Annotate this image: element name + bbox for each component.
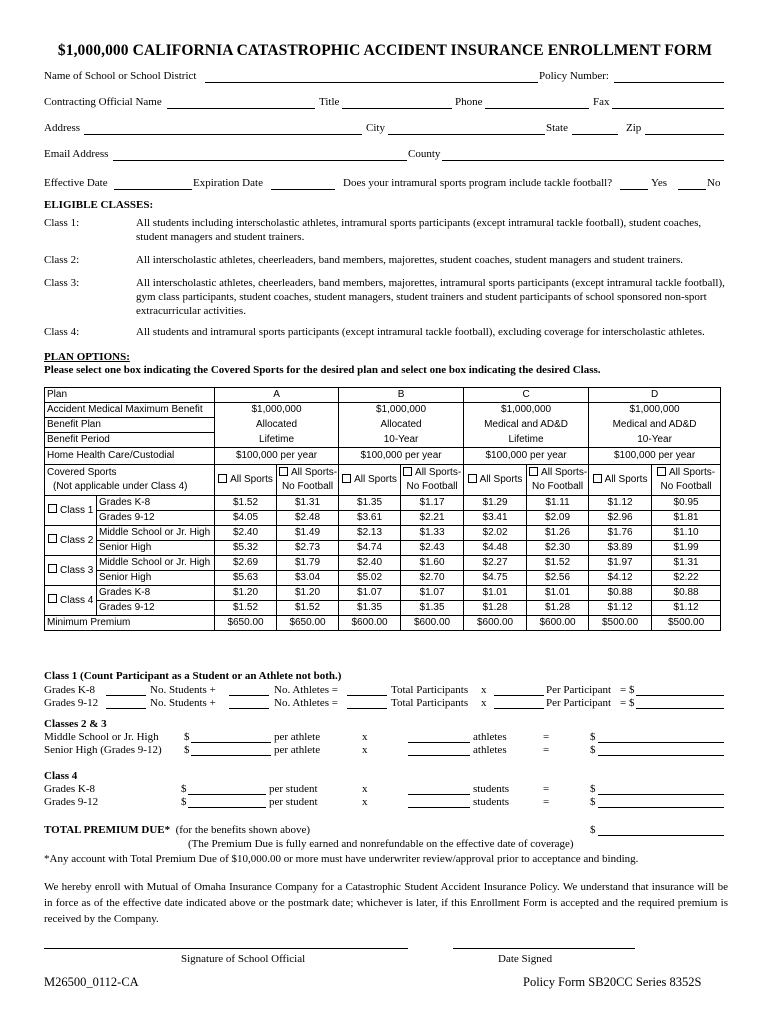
checkbox-icon[interactable] <box>593 474 602 483</box>
per-participant-label: Per Participant <box>546 697 612 709</box>
date-signed-label: Date Signed <box>498 953 553 965</box>
rate-cell: $1.35 <box>401 601 464 616</box>
classes23-heading: Classes 2 & 3 <box>44 718 107 730</box>
plan-d-all-sports-checkbox[interactable]: All Sports <box>589 465 652 496</box>
phone-label: Phone <box>455 96 483 108</box>
class1-label: Class 1: <box>44 217 80 229</box>
per-participant-label: Per Participant <box>546 684 612 696</box>
enroll-statement: We hereby enroll with Mutual of Omaha Insurance Company for a Catastrophic Student Accident Insurance Policy. We understand that insurance will be in force as of the effective date indicated above or the postmark date; whichever is later, if this Enrollment Form is accepted and the required premium is received by the Company. <box>44 881 728 925</box>
g912-rate-input[interactable] <box>494 708 544 709</box>
class4-calc-heading: Class 4 <box>44 770 78 782</box>
x-label: x <box>362 796 368 808</box>
rate-cell: $4.74 <box>339 541 401 556</box>
grade-label: Grades K-8 <box>97 586 215 601</box>
date-signed-input[interactable] <box>453 948 635 949</box>
rate-cell: $1.01 <box>464 586 527 601</box>
dollar-label: $ <box>590 796 596 808</box>
plan-a-no-football-checkbox[interactable]: All Sports- No Football <box>277 465 339 496</box>
tackle-no-input[interactable] <box>678 189 706 190</box>
eq-dollar-label: = $ <box>620 697 635 709</box>
plan-options-heading: PLAN OPTIONS: <box>44 351 130 363</box>
grade-label: Grades K-8 <box>97 496 215 511</box>
rate-cell: $3.61 <box>339 511 401 526</box>
no-athletes-label: No. Athletes = <box>274 697 338 709</box>
athletes-label: athletes <box>473 744 507 756</box>
rate-cell: $1.28 <box>527 601 589 616</box>
per-athlete-label: per athlete <box>274 744 321 756</box>
rate-cell: $3.41 <box>464 511 527 526</box>
checkbox-icon[interactable] <box>279 467 288 476</box>
g912-total-input[interactable] <box>347 708 387 709</box>
plan-c-header: C <box>464 388 589 403</box>
checkbox-icon[interactable] <box>48 564 57 573</box>
grade-label: Grades 9-12 <box>97 601 215 616</box>
no-athletes-label: No. Athletes = <box>274 684 338 696</box>
rate-cell: $2.27 <box>464 556 527 571</box>
checkbox-icon[interactable] <box>657 467 666 476</box>
minimum-premium-row: Minimum Premium $650.00 $650.00 $600.00 $600.00 $600.00 $600.00 $500.00 $500.00 <box>45 616 721 631</box>
table-row <box>45 511 721 526</box>
table-row <box>45 526 721 541</box>
rate-cell: $1.52 <box>215 496 277 511</box>
policy-form-code: Policy Form SB20CC Series 8352S <box>523 975 702 989</box>
rate-cell: $2.13 <box>339 526 401 541</box>
plan-d-no-football-checkbox[interactable]: All Sports- No Football <box>652 465 721 496</box>
rate-cell: $1.28 <box>464 601 527 616</box>
tackle-question: Does your intramural sports program include tackle football? <box>343 177 613 189</box>
class-1-checkbox[interactable]: Class 1 <box>45 496 97 526</box>
checkbox-icon[interactable] <box>48 594 57 603</box>
rate-cell: $1.01 <box>527 586 589 601</box>
email-label: Email Address <box>44 148 109 160</box>
county-input[interactable] <box>442 160 724 161</box>
rate-cell: $3.89 <box>589 541 652 556</box>
rate-cell: $1.20 <box>277 586 339 601</box>
dollar-label: $ <box>184 744 190 756</box>
asterisk-note: *Any account with Total Premium Due of $10,000.00 or more must have underwriter review/approval prior to acceptance and binding. <box>44 853 639 865</box>
class4-912-students-input[interactable] <box>408 807 470 808</box>
rate-cell: $1.07 <box>401 586 464 601</box>
rate-cell: $1.60 <box>401 556 464 571</box>
total-premium-input[interactable] <box>598 835 724 836</box>
table-row: Benefit Plan Allocated Allocated Medical and AD&D Medical and AD&D <box>45 418 721 433</box>
expiration-date-input[interactable] <box>271 189 335 190</box>
rate-cell: $1.12 <box>589 496 652 511</box>
eq-label: = <box>543 783 550 795</box>
rate-cell: $1.12 <box>589 601 652 616</box>
covered-sports-row <box>45 465 721 496</box>
rate-cell: $0.88 <box>652 586 721 601</box>
rate-cell: $4.48 <box>464 541 527 556</box>
fax-label: Fax <box>593 96 610 108</box>
fax-input[interactable] <box>612 108 724 109</box>
rate-cell: $1.26 <box>527 526 589 541</box>
grade-label: Senior High <box>97 541 215 556</box>
class3-text: All interscholastic athletes, cheerleaders, band members, majorettes, intramural sports participants (except intramural tackle football), gym class participants, student coaches, student managers, student trainers and student participants of school sponsored non-sport extracurricular activities. <box>136 277 725 317</box>
table-row <box>45 541 721 556</box>
x-label: x <box>481 684 487 696</box>
rate-cell: $2.22 <box>652 571 721 586</box>
no-label: No <box>707 177 721 189</box>
g912-premium-input[interactable] <box>636 708 724 709</box>
per-athlete-label: per athlete <box>274 731 321 743</box>
class-2-checkbox[interactable]: Class 2 <box>45 526 97 556</box>
rate-cell: $1.31 <box>277 496 339 511</box>
signature-input[interactable] <box>44 948 408 949</box>
k8-rate-input[interactable] <box>494 695 544 696</box>
policy-number-label: Policy Number: <box>539 70 609 82</box>
rate-cell: $1.52 <box>527 556 589 571</box>
plan-c-no-football-checkbox[interactable]: All Sports- No Football <box>527 465 589 496</box>
effective-date-label: Effective Date <box>44 177 108 189</box>
school-label: Name of School or School District <box>44 70 197 82</box>
rate-cell: $2.30 <box>527 541 589 556</box>
fully-earned-note: (The Premium Due is fully earned and nonrefundable on the effective date of coverage) <box>188 838 574 850</box>
form-title: $1,000,000 CALIFORNIA CATASTROPHIC ACCIDENT INSURANCE ENROLLMENT FORM <box>57 42 713 59</box>
table-row <box>45 556 721 571</box>
total-premium-row: TOTAL PREMIUM DUE* (for the benefits shown above) <box>44 824 311 836</box>
rate-cell: $5.63 <box>215 571 277 586</box>
class4-label: Class 4: <box>44 326 80 338</box>
plan-b-all-sports-checkbox[interactable]: All Sports <box>339 465 401 496</box>
plan-a-all-sports-checkbox[interactable]: All Sports <box>215 465 277 496</box>
dollar-label: $ <box>590 783 596 795</box>
class-4-checkbox[interactable]: Class 4 <box>45 586 97 616</box>
rate-cell: $4.05 <box>215 511 277 526</box>
class4-912-label: Grades 9-12 <box>44 796 99 808</box>
rate-cell: $1.52 <box>215 601 277 616</box>
dollar-label: $ <box>181 796 187 808</box>
k8-total-input[interactable] <box>347 695 387 696</box>
g912-students-input[interactable] <box>106 708 146 709</box>
rate-cell: $1.29 <box>464 496 527 511</box>
grade-label: Grades 9-12 <box>97 511 215 526</box>
contracting-official-label: Contracting Official Name <box>44 96 162 108</box>
table-row <box>45 571 721 586</box>
city-label: City <box>366 122 385 134</box>
rate-cell: $5.02 <box>339 571 401 586</box>
class4-k8-label: Grades K-8 <box>44 783 96 795</box>
rate-cell: $2.73 <box>277 541 339 556</box>
rate-cell: $0.88 <box>589 586 652 601</box>
address-input[interactable] <box>84 134 362 135</box>
rate-cell: $1.10 <box>652 526 721 541</box>
dollar-label: $ <box>184 731 190 743</box>
rate-cell: $1.12 <box>652 601 721 616</box>
k8-athletes-input[interactable] <box>229 695 269 696</box>
checkbox-icon[interactable] <box>342 474 351 483</box>
table-row <box>45 496 721 511</box>
rate-cell: $2.69 <box>215 556 277 571</box>
eq-label: = <box>543 731 550 743</box>
senior-rate-input[interactable] <box>191 755 271 756</box>
state-label: State <box>546 122 568 134</box>
rate-cell: $2.21 <box>401 511 464 526</box>
tackle-yes-input[interactable] <box>620 189 648 190</box>
x-label: x <box>362 744 368 756</box>
no-students-label: No. Students + <box>150 684 216 696</box>
checkbox-icon[interactable] <box>48 504 57 513</box>
senior-athletes-input[interactable] <box>408 755 470 756</box>
plan-c-all-sports-checkbox[interactable]: All Sports <box>464 465 527 496</box>
policy-number-input[interactable] <box>614 82 724 83</box>
rate-cell: $2.43 <box>401 541 464 556</box>
senior-high-label: Senior High (Grades 9-12) <box>44 744 162 756</box>
rate-cell: $1.81 <box>652 511 721 526</box>
eq-label: = <box>543 744 550 756</box>
rate-cell: $1.99 <box>652 541 721 556</box>
checkbox-icon[interactable] <box>468 474 477 483</box>
middle-premium-input[interactable] <box>598 742 724 743</box>
rate-cell: $2.09 <box>527 511 589 526</box>
rate-cell: $4.12 <box>589 571 652 586</box>
rate-cell: $1.35 <box>339 496 401 511</box>
rate-cell: $1.49 <box>277 526 339 541</box>
middle-athletes-input[interactable] <box>408 742 470 743</box>
rate-cell: $1.33 <box>401 526 464 541</box>
rate-cell: $2.70 <box>401 571 464 586</box>
rate-cell: $2.40 <box>339 556 401 571</box>
class4-912-premium-input[interactable] <box>598 807 724 808</box>
class4-text: All students and intramural sports participants (except intramural tackle football), excluding coverage for interscholastic athletes. <box>136 326 705 338</box>
rate-cell: $1.79 <box>277 556 339 571</box>
school-input[interactable] <box>205 82 538 83</box>
class2-label: Class 2: <box>44 254 80 266</box>
eligible-heading: ELIGIBLE CLASSES: <box>44 199 154 211</box>
rate-cell: $1.31 <box>652 556 721 571</box>
rate-cell: $2.48 <box>277 511 339 526</box>
phone-input[interactable] <box>485 108 589 109</box>
rate-cell: $0.95 <box>652 496 721 511</box>
plan-options-instruction: Please select one box indicating the Covered Sports for the desired plan and select one box indicating the desired Class. <box>44 364 601 376</box>
effective-date-input[interactable] <box>114 189 192 190</box>
middle-school-label: Middle School or Jr. High <box>44 731 159 743</box>
rate-cell: $5.32 <box>215 541 277 556</box>
per-student-label: per student <box>269 783 318 795</box>
rate-cell: $1.17 <box>401 496 464 511</box>
table-row <box>45 601 721 616</box>
plan-b-no-football-checkbox[interactable]: All Sports- No Football <box>401 465 464 496</box>
dollar-label: $ <box>590 731 596 743</box>
dollar-label: $ <box>590 824 596 836</box>
rate-cell: $1.52 <box>277 601 339 616</box>
zip-label: Zip <box>626 122 642 134</box>
plan-table <box>44 387 721 631</box>
per-student-label: per student <box>269 796 318 808</box>
rate-cell: $1.76 <box>589 526 652 541</box>
rate-cell: $2.96 <box>589 511 652 526</box>
class3-label: Class 3: <box>44 277 80 289</box>
plan-header-label: Plan <box>45 388 215 403</box>
k8-premium-input[interactable] <box>636 695 724 696</box>
title-label: Title <box>319 96 340 108</box>
calc-k8-label: Grades K-8 <box>44 684 96 696</box>
checkbox-icon[interactable] <box>218 474 227 483</box>
grade-label: Middle School or Jr. High <box>97 526 215 541</box>
county-label: County <box>408 148 441 160</box>
rate-cell: $1.20 <box>215 586 277 601</box>
plan-a-header: A <box>215 388 339 403</box>
eq-dollar-label: = $ <box>620 684 635 696</box>
rate-cell: $1.35 <box>339 601 401 616</box>
middle-rate-input[interactable] <box>191 742 271 743</box>
checkbox-icon[interactable] <box>48 534 57 543</box>
athletes-label: athletes <box>473 731 507 743</box>
checkbox-icon[interactable] <box>403 467 412 476</box>
dollar-label: $ <box>181 783 187 795</box>
rate-cell: $1.07 <box>339 586 401 601</box>
total-participants-label: Total Participants <box>391 684 469 696</box>
title-input[interactable] <box>342 108 452 109</box>
table-row: Accident Medical Maximum Benefit $1,000,000 $1,000,000 $1,000,000 $1,000,000 <box>45 403 721 418</box>
rate-cell: $4.75 <box>464 571 527 586</box>
students-label: students <box>473 783 510 795</box>
grade-label: Senior High <box>97 571 215 586</box>
covered-sports-label: Covered Sports (Not applicable under Class 4) <box>45 465 215 496</box>
class4-k8-premium-input[interactable] <box>598 794 724 795</box>
city-input[interactable] <box>388 134 545 135</box>
class4-912-rate-input[interactable] <box>188 807 266 808</box>
zip-input[interactable] <box>645 134 724 135</box>
email-input[interactable] <box>113 160 407 161</box>
rate-cell: $2.02 <box>464 526 527 541</box>
form-code: M26500_0112-CA <box>44 975 139 989</box>
class1-text: All students including interscholastic athletes, intramural sports participants (except intramural tackle football), student coaches, student managers and student trainers. <box>136 217 702 243</box>
yes-label: Yes <box>651 177 668 189</box>
rate-cell: $2.56 <box>527 571 589 586</box>
signature-label: Signature of School Official <box>181 953 306 965</box>
dollar-label: $ <box>590 744 596 756</box>
senior-premium-input[interactable] <box>598 755 724 756</box>
rate-cell: $2.40 <box>215 526 277 541</box>
expiration-date-label: Expiration Date <box>193 177 263 189</box>
contracting-official-input[interactable] <box>167 108 315 109</box>
state-input[interactable] <box>572 134 618 135</box>
class4-k8-rate-input[interactable] <box>188 794 266 795</box>
class-3-checkbox[interactable]: Class 3 <box>45 556 97 586</box>
x-label: x <box>362 783 368 795</box>
calc-912-label: Grades 9-12 <box>44 697 99 709</box>
table-row: Benefit Period Lifetime 10-Year Lifetime 10-Year <box>45 433 721 448</box>
x-label: x <box>481 697 487 709</box>
total-participants-label: Total Participants <box>391 697 469 709</box>
rate-cell: $3.04 <box>277 571 339 586</box>
table-row <box>45 586 721 601</box>
no-students-label: No. Students + <box>150 697 216 709</box>
students-label: students <box>473 796 510 808</box>
rate-cell: $1.11 <box>527 496 589 511</box>
table-row: Home Health Care/Custodial $100,000 per year $100,000 per year $100,000 per year $100,000 per year <box>45 448 721 465</box>
x-label: x <box>362 731 368 743</box>
address-label: Address <box>44 122 81 134</box>
k8-students-input[interactable] <box>106 695 146 696</box>
plan-d-header: D <box>589 388 721 403</box>
class1-calc-heading: Class 1 (Count Participant as a Student or an Athlete not both.) <box>44 670 342 682</box>
plan-b-header: B <box>339 388 464 403</box>
eq-label: = <box>543 796 550 808</box>
g912-athletes-input[interactable] <box>229 708 269 709</box>
rate-cell: $1.97 <box>589 556 652 571</box>
checkbox-icon[interactable] <box>529 467 538 476</box>
grade-label: Middle School or Jr. High <box>97 556 215 571</box>
class4-k8-students-input[interactable] <box>408 794 470 795</box>
class2-text: All interscholastic athletes, cheerleaders, band members, majorettes, student coaches, student managers and student trainers. <box>136 254 684 266</box>
